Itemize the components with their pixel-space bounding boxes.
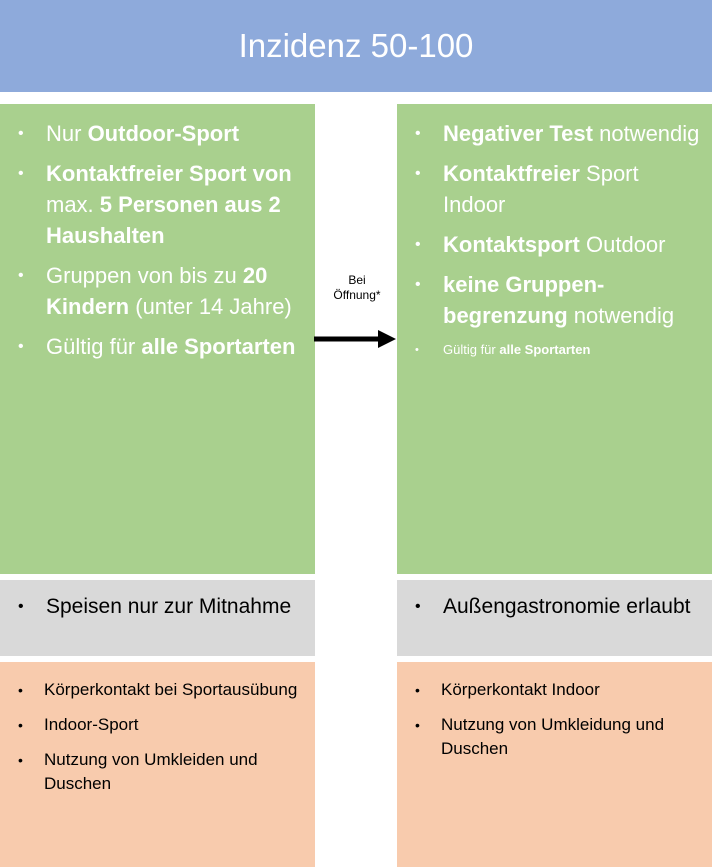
left-allowed-item-2: • Kontaktfreier Sport von max. 5 Personen aus 2 Haushalten xyxy=(14,158,301,251)
left-gastronomy-box xyxy=(0,580,315,656)
right-forbidden-item-1: • Körperkontakt Indoor xyxy=(411,678,698,702)
right-allowed-item-3: • Kontaktsport Outdoor xyxy=(411,229,702,260)
right-allowed-box xyxy=(397,104,712,574)
right-forbidden-item-2: • Nutzung von Umkleidung und Duschen xyxy=(411,713,698,761)
left-forbidden-item-3: • Nutzung von Umkleiden und Duschen xyxy=(14,748,301,796)
left-allowed-item-4: • Gültig für alle Sportarten xyxy=(14,331,301,362)
title-banner xyxy=(0,0,712,92)
left-forbidden-item-2: • Indoor-Sport xyxy=(14,713,301,737)
title-text: Inzidenz 50-100 xyxy=(238,27,474,64)
right-gastronomy-box xyxy=(397,580,712,656)
right-forbidden-box xyxy=(397,662,712,867)
left-allowed-box xyxy=(0,104,315,574)
left-forbidden-item-1: • Körperkontakt bei Sportausübung xyxy=(14,678,301,702)
arrow-label-line-2: Öffnung* xyxy=(333,288,381,302)
left-allowed-item-1: • Nur Outdoor-Sport xyxy=(14,118,301,149)
left-gastronomy-item: • Speisen nur zur Mitnahme xyxy=(14,592,301,621)
right-allowed-item-5: • Gültig für alle Sportarten xyxy=(411,340,702,360)
left-allowed-item-3: • Gruppen von bis zu 20 Kindern (unter 14 Jahre) xyxy=(14,260,301,322)
arrow-label xyxy=(316,273,398,303)
right-allowed-item-1: • Negativer Test notwendig xyxy=(411,118,702,149)
right-allowed-item-2: • Kontaktfreier Sport Indoor xyxy=(411,158,702,220)
left-forbidden-box xyxy=(0,662,315,867)
right-arrow-icon xyxy=(314,328,398,350)
right-gastronomy-item: • Außengastronomie erlaubt xyxy=(411,592,698,621)
right-allowed-item-4: • keine Gruppen-begrenzung notwendig xyxy=(411,269,702,331)
arrow-label-line-1: Bei xyxy=(348,273,366,287)
